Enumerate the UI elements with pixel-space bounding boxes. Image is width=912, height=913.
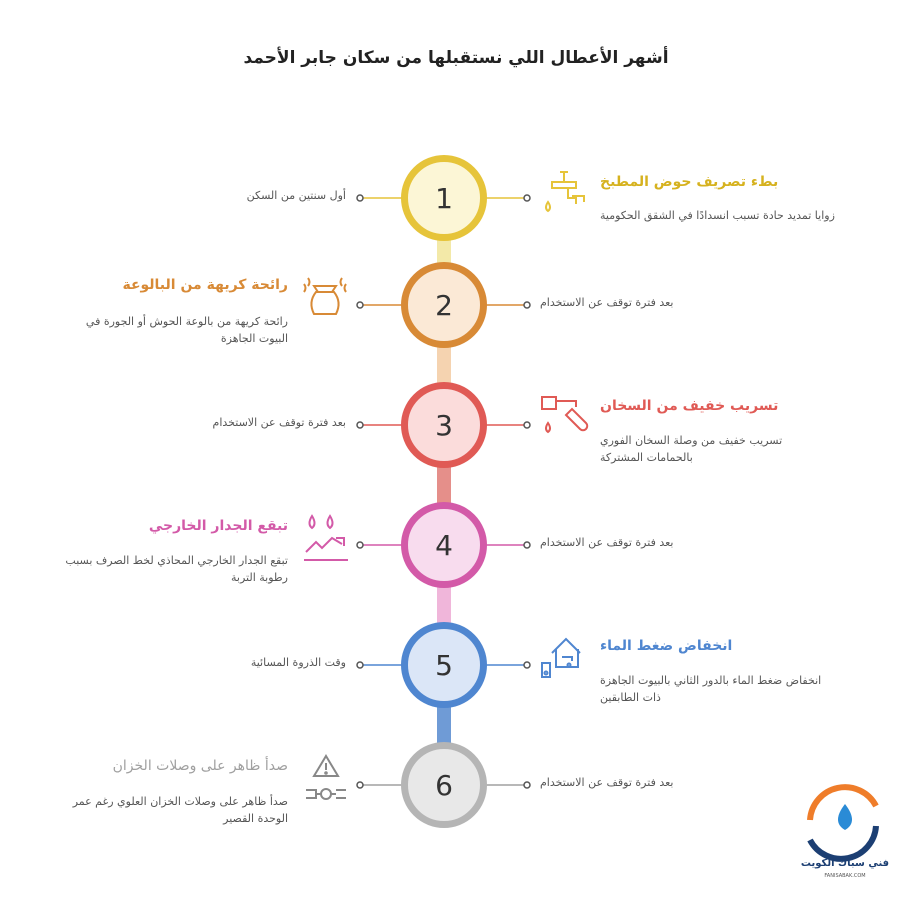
step-4-circle — [401, 502, 487, 588]
step-4-number: 4 — [435, 528, 453, 562]
step-1-number: 1 — [435, 181, 453, 215]
step-4-title: تبقع الجدار الخارجي — [148, 518, 288, 534]
step-1-description: زوايا تمديد حادة تسبب انسدادًا في الشقق الحكومية — [600, 209, 835, 222]
step-6-title: صدأ ظاهر على وصلات الخزان — [112, 758, 288, 774]
step-4-side-note: بعد فترة توقف عن الاستخدام — [540, 536, 674, 549]
step-2-side-note: بعد فترة توقف عن الاستخدام — [540, 296, 674, 309]
logo-name: فني سباك الكويت — [800, 858, 890, 869]
step-1-circle — [401, 155, 487, 241]
warning-pipe-icon — [302, 752, 350, 806]
step-2-circle — [401, 262, 487, 348]
pipe-wrench-icon — [538, 393, 594, 443]
step-6-number: 6 — [435, 768, 453, 802]
logo-domain: FANISABAK.COM — [824, 873, 866, 879]
step-5-description: انخفاض ضغط الماء بالدور الثاني بالبيوت الجاهزة ذات الطابقين — [600, 674, 822, 704]
step-5-number: 5 — [435, 648, 453, 682]
step-3-side-note: بعد فترة توقف عن الاستخدام — [212, 416, 346, 429]
smelly-bag-icon — [300, 270, 350, 324]
step-5-title: انخفاض ضغط الماء — [600, 638, 733, 654]
step-6-description: صدأ ظاهر على وصلات الخزان العلوي رغم عمر الوحدة القصير — [72, 795, 288, 825]
step-1-title: بطء تصريف حوض المطبخ — [600, 174, 779, 190]
house-water-icon — [538, 633, 594, 685]
step-3-number: 3 — [435, 408, 453, 442]
step-4-description: تبقع الجدار الخارجي المحاذي لخط الصرف بسبب رطوبة التربة — [65, 554, 288, 584]
step-3-description: تسريب خفيف من وصلة السخان الفوري بالحمامات المشتركة — [600, 434, 783, 464]
step-5-side-note: وقت الذروة المسائية — [250, 656, 346, 669]
step-5-circle — [401, 622, 487, 708]
step-2-description: رائحة كريهة من بالوعة الحوش أو الجورة في البيوت الجاهزة — [85, 315, 288, 345]
step-2-title: رائحة كريهة من البالوعة — [122, 277, 288, 293]
sink-drain-icon — [538, 168, 594, 218]
step-3-circle — [401, 382, 487, 468]
step-6-circle — [401, 742, 487, 828]
wall-stain-icon — [300, 512, 352, 566]
step-3-title: تسريب خفيف من السخان — [600, 398, 779, 414]
page-title: أشهر الأعطال اللي نستقبلها من سكان جابر الأحمد — [243, 48, 669, 68]
step-2-number: 2 — [435, 288, 453, 322]
step-1-side-note: أول سنتين من السكن — [246, 189, 346, 202]
step-6-side-note: بعد فترة توقف عن الاستخدام — [540, 776, 674, 789]
